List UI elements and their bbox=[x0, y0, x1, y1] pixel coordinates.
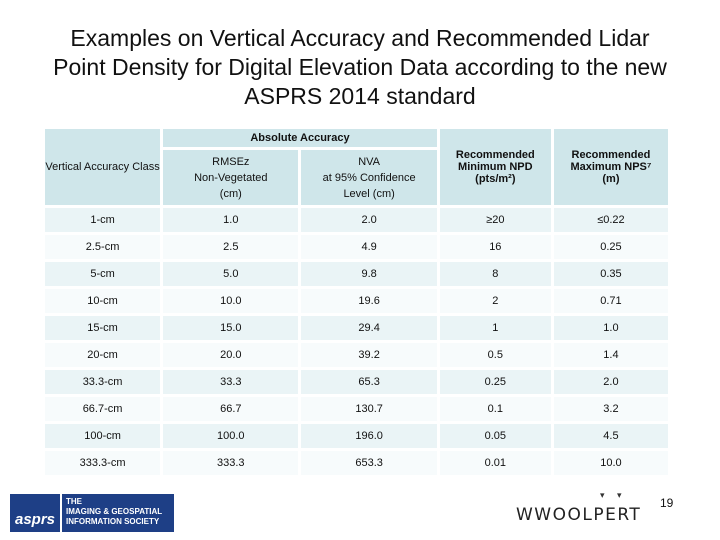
cell-nps: 2.0 bbox=[554, 370, 668, 394]
header-nva: NVA at 95% Confidence Level (cm) bbox=[301, 150, 436, 205]
cell-rmse: 333.3 bbox=[163, 451, 298, 475]
cell-rmse: 2.5 bbox=[163, 235, 298, 259]
cell-class: 20-cm bbox=[45, 343, 160, 367]
cell-npd: 16 bbox=[440, 235, 551, 259]
cell-npd: 0.25 bbox=[440, 370, 551, 394]
asprs-mark-icon: asprs bbox=[10, 494, 60, 532]
cell-class: 5-cm bbox=[45, 262, 160, 286]
cell-nps: 3.2 bbox=[554, 397, 668, 421]
cell-nps: 1.0 bbox=[554, 316, 668, 340]
table-row bbox=[45, 316, 668, 340]
cell-rmse: 1.0 bbox=[163, 208, 298, 232]
table-row bbox=[45, 262, 668, 286]
cell-npd: 2 bbox=[440, 289, 551, 313]
accuracy-table bbox=[42, 126, 671, 478]
cell-npd: 0.1 bbox=[440, 397, 551, 421]
cell-nva: 653.3 bbox=[301, 451, 436, 475]
cell-nva: 196.0 bbox=[301, 424, 436, 448]
slide-title bbox=[20, 24, 700, 111]
cell-nps: 10.0 bbox=[554, 451, 668, 475]
title-line-1: Examples on Vertical Accuracy and Recommended Lidar bbox=[70, 25, 650, 51]
cell-npd: 0.5 bbox=[440, 343, 551, 367]
cell-class: 10-cm bbox=[45, 289, 160, 313]
cell-class: 33.3-cm bbox=[45, 370, 160, 394]
table-row bbox=[45, 208, 668, 232]
table-row bbox=[45, 235, 668, 259]
cell-npd: 0.01 bbox=[440, 451, 551, 475]
cell-nps: ≤0.22 bbox=[554, 208, 668, 232]
cell-npd: 0.05 bbox=[440, 424, 551, 448]
cell-rmse: 66.7 bbox=[163, 397, 298, 421]
cell-class: 1-cm bbox=[45, 208, 160, 232]
table-row bbox=[45, 289, 668, 313]
cell-nva: 130.7 bbox=[301, 397, 436, 421]
cell-class: 15-cm bbox=[45, 316, 160, 340]
table-row bbox=[45, 424, 668, 448]
title-line-3: ASPRS 2014 standard bbox=[244, 83, 476, 109]
cell-nva: 2.0 bbox=[301, 208, 436, 232]
cell-class: 66.7-cm bbox=[45, 397, 160, 421]
cell-rmse: 10.0 bbox=[163, 289, 298, 313]
cell-nps: 0.25 bbox=[554, 235, 668, 259]
cell-nva: 29.4 bbox=[301, 316, 436, 340]
header-absolute-accuracy: Absolute Accuracy bbox=[163, 129, 437, 147]
cell-nva: 4.9 bbox=[301, 235, 436, 259]
cell-nva: 9.8 bbox=[301, 262, 436, 286]
cell-nps: 0.71 bbox=[554, 289, 668, 313]
cell-class: 333.3-cm bbox=[45, 451, 160, 475]
cell-nva: 65.3 bbox=[301, 370, 436, 394]
asprs-logo bbox=[10, 494, 174, 532]
asprs-wordmark: THE IMAGING & GEOSPATIAL INFORMATION SOCIETY bbox=[60, 494, 174, 532]
header-nps: Recommended Maximum NPS⁷ (m) bbox=[554, 129, 668, 205]
table-row bbox=[45, 370, 668, 394]
title-line-2: Point Density for Digital Elevation Data according to the new bbox=[53, 54, 667, 80]
cell-nva: 39.2 bbox=[301, 343, 436, 367]
cell-class: 100-cm bbox=[45, 424, 160, 448]
cell-npd: ≥20 bbox=[440, 208, 551, 232]
table-row bbox=[45, 343, 668, 367]
table-row bbox=[45, 451, 668, 475]
cell-rmse: 33.3 bbox=[163, 370, 298, 394]
cell-rmse: 5.0 bbox=[163, 262, 298, 286]
cell-rmse: 15.0 bbox=[163, 316, 298, 340]
page-number: 19 bbox=[660, 496, 674, 510]
cell-rmse: 100.0 bbox=[163, 424, 298, 448]
header-npd: Recommended Minimum NPD (pts/m²) bbox=[440, 129, 551, 205]
header-rmse: RMSEz Non-Vegetated (cm) bbox=[163, 150, 298, 205]
woolpert-dots-icon: ▾ ▾ bbox=[600, 490, 627, 500]
cell-nva: 19.6 bbox=[301, 289, 436, 313]
cell-class: 2.5-cm bbox=[45, 235, 160, 259]
cell-nps: 0.35 bbox=[554, 262, 668, 286]
cell-nps: 4.5 bbox=[554, 424, 668, 448]
cell-npd: 1 bbox=[440, 316, 551, 340]
header-vertical-accuracy-class: Vertical Accuracy Class bbox=[45, 129, 160, 205]
cell-rmse: 20.0 bbox=[163, 343, 298, 367]
cell-npd: 8 bbox=[440, 262, 551, 286]
woolpert-logo: WWOOLPERT bbox=[516, 505, 642, 525]
cell-nps: 1.4 bbox=[554, 343, 668, 367]
table-row bbox=[45, 397, 668, 421]
